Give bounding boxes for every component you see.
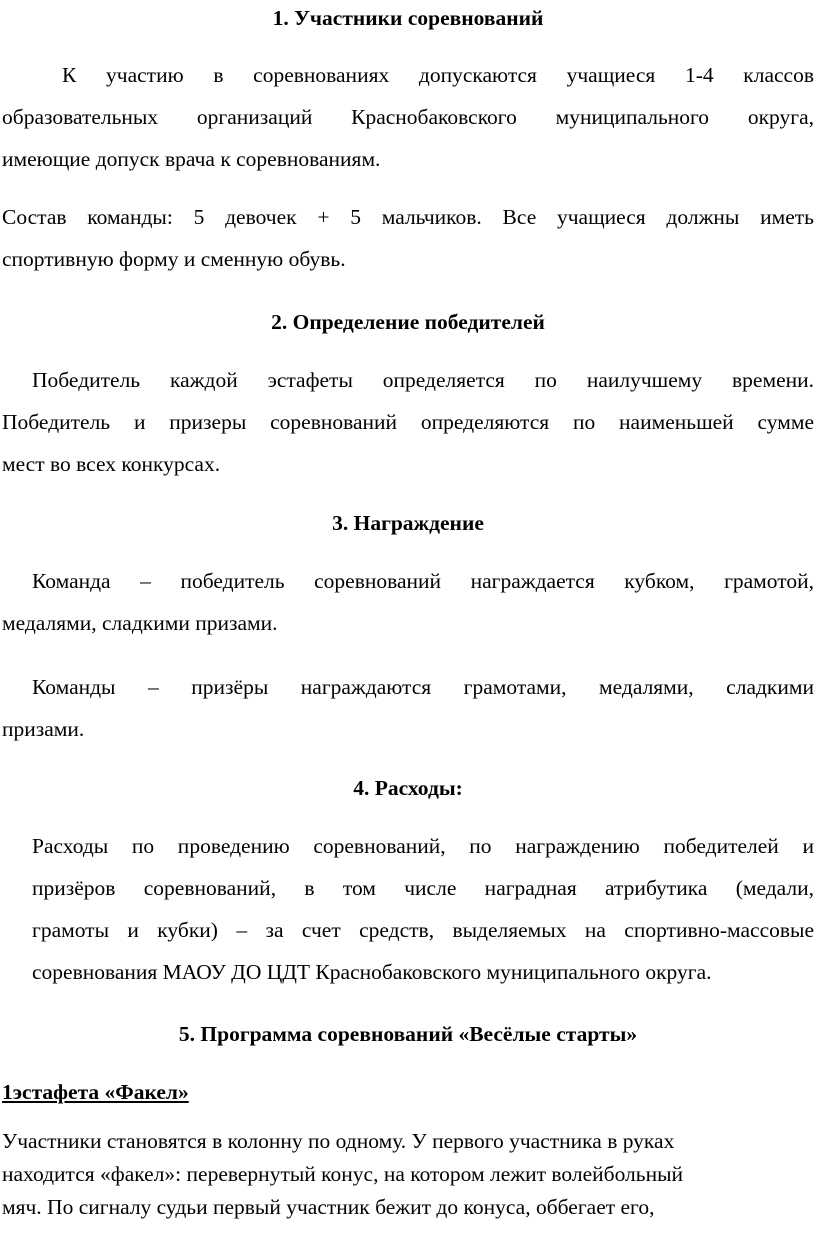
section-2-heading: 2. Определение победителей — [271, 310, 545, 334]
text-line: призёров соревнований, в том числе наградная атрибутика (медали, — [32, 876, 814, 900]
text-line: Расходы по проведению соревнований, по награждению победителей и — [32, 834, 814, 858]
text-line: имеющие допуск врача к соревнованиям. — [2, 147, 381, 171]
text-line: медалями, сладкими призами. — [2, 611, 278, 635]
section-4-paragraph-1 — [2, 831, 814, 987]
section-2-paragraph-1 — [2, 365, 814, 479]
text-line: грамоты и кубки) – за счет средств, выделяемых на спортивно-массовые — [32, 918, 814, 942]
text-line: призами. — [2, 717, 85, 741]
section-1-heading: 1. Участники соревнований — [272, 6, 544, 30]
text-line: спортивную форму и сменную обувь. — [2, 247, 346, 271]
section-3-paragraph-1 — [2, 566, 814, 638]
text-line: Победитель и призеры соревнований определяются по наименьшей сумме — [2, 410, 814, 434]
text-line: Команды – призёры награждаются грамотами, медалями, сладкими — [32, 675, 814, 699]
text-line: соревнования МАОУ ДО ЦДТ Краснобаковского муниципального округа. — [32, 960, 712, 984]
text-line: Команда – победитель соревнований награждается кубком, грамотой, — [32, 569, 814, 593]
text-line: Состав команды: 5 девочек + 5 мальчиков. Все учащиеся должны иметь — [2, 205, 814, 229]
text-line: мяч. По сигналу судьи первый участник бежит до конуса, оббегает его, — [2, 1195, 655, 1219]
text-line: Победитель каждой эстафеты определяется по наилучшему времени. — [32, 368, 814, 392]
section-5-heading: 5. Программа соревнований «Весёлые старты» — [178, 1022, 638, 1046]
relay-title: 1эстафета «Факел» — [2, 1080, 189, 1104]
section-3-paragraph-2 — [2, 672, 814, 744]
section-3-heading: 3. Награждение — [332, 511, 484, 535]
section-1-paragraph-2 — [2, 202, 814, 274]
text-line: образовательных организаций Краснобаковского муниципального округа, — [2, 105, 814, 129]
relay-description — [2, 1126, 814, 1222]
text-line: К участию в соревнованиях допускаются учащиеся 1-4 классов — [62, 63, 814, 87]
section-4-heading: 4. Расходы: — [353, 776, 463, 800]
text-line: мест во всех конкурсах. — [2, 452, 221, 476]
text-line: Участники становятся в колонну по одному. У первого участника в руках — [2, 1129, 675, 1153]
section-1-paragraph-1 — [2, 60, 814, 174]
text-line: находится «факел»: перевернутый конус, на котором лежит волейбольный — [2, 1162, 684, 1186]
